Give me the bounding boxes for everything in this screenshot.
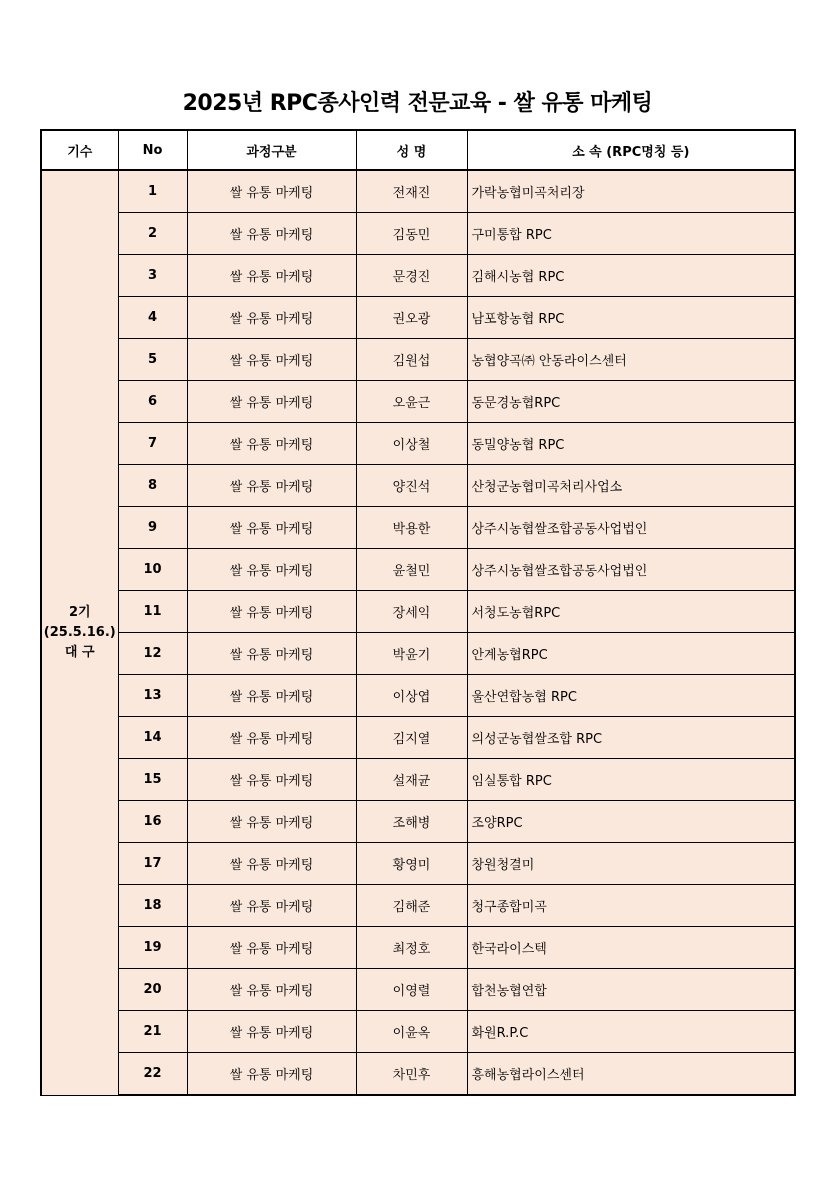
- cell-name: 문경진: [356, 255, 467, 297]
- table-row: [41, 633, 795, 675]
- cell-no: 1: [118, 170, 187, 213]
- table-row: [41, 717, 795, 759]
- cell-org: 구미통합 RPC: [467, 213, 795, 255]
- cell-name: 권오광: [356, 297, 467, 339]
- cell-name: 전재진: [356, 170, 467, 213]
- cell-no: 10: [118, 549, 187, 591]
- cell-no: 19: [118, 927, 187, 969]
- cell-course: 쌀 유통 마케팅: [187, 549, 356, 591]
- cell-course: 쌀 유통 마케팅: [187, 255, 356, 297]
- cell-no: 2: [118, 213, 187, 255]
- cell-course: 쌀 유통 마케팅: [187, 885, 356, 927]
- cell-name: 이윤옥: [356, 1011, 467, 1053]
- cell-course: 쌀 유통 마케팅: [187, 633, 356, 675]
- cell-org: 동밀양농협 RPC: [467, 423, 795, 465]
- header-name: 성 명: [356, 130, 467, 170]
- cell-course: 쌀 유통 마케팅: [187, 843, 356, 885]
- header-course: 과정구분: [187, 130, 356, 170]
- cell-name: 박용한: [356, 507, 467, 549]
- header-row: [41, 130, 795, 170]
- cell-course: 쌀 유통 마케팅: [187, 213, 356, 255]
- cell-course: 쌀 유통 마케팅: [187, 507, 356, 549]
- table-row: [41, 969, 795, 1011]
- cell-no: 15: [118, 759, 187, 801]
- cell-no: 13: [118, 675, 187, 717]
- cell-course: 쌀 유통 마케팅: [187, 1053, 356, 1096]
- table-row: [41, 255, 795, 297]
- table-row: [41, 465, 795, 507]
- header-gisu: 기수: [41, 130, 118, 170]
- cell-name: 장세익: [356, 591, 467, 633]
- table-row: [41, 297, 795, 339]
- cell-no: 20: [118, 969, 187, 1011]
- cell-course: 쌀 유통 마케팅: [187, 801, 356, 843]
- cell-no: 16: [118, 801, 187, 843]
- cell-name: 박윤기: [356, 633, 467, 675]
- cell-course: 쌀 유통 마케팅: [187, 927, 356, 969]
- cell-no: 18: [118, 885, 187, 927]
- table-body: [41, 170, 795, 1095]
- cell-name: 이영렬: [356, 969, 467, 1011]
- cell-course: 쌀 유통 마케팅: [187, 339, 356, 381]
- cell-org: 산청군농협미곡처리사업소: [467, 465, 795, 507]
- cell-org: 남포항농협 RPC: [467, 297, 795, 339]
- cell-course: 쌀 유통 마케팅: [187, 465, 356, 507]
- cell-name: 김원섭: [356, 339, 467, 381]
- cell-org: 화원R.P.C: [467, 1011, 795, 1053]
- cell-course: 쌀 유통 마케팅: [187, 969, 356, 1011]
- cell-org: 안계농협RPC: [467, 633, 795, 675]
- cohort-label: 2기: [68, 604, 91, 620]
- cell-name: 황영미: [356, 843, 467, 885]
- cell-name: 최정호: [356, 927, 467, 969]
- cell-org: 임실통합 RPC: [467, 759, 795, 801]
- cell-name: 이상철: [356, 423, 467, 465]
- cell-org: 흥해농협라이스센터: [467, 1053, 795, 1096]
- cell-name: 김해준: [356, 885, 467, 927]
- cell-org: 한국라이스텍: [467, 927, 795, 969]
- header-no: No: [118, 130, 187, 170]
- table-row: [41, 759, 795, 801]
- table-row: [41, 927, 795, 969]
- cell-org: 울산연합농협 RPC: [467, 675, 795, 717]
- cell-name: 이상엽: [356, 675, 467, 717]
- table-row: [41, 213, 795, 255]
- cell-no: 3: [118, 255, 187, 297]
- participant-table: [40, 129, 796, 1096]
- cell-course: 쌀 유통 마케팅: [187, 759, 356, 801]
- table-row: [41, 381, 795, 423]
- cell-name: 차민후: [356, 1053, 467, 1096]
- cell-org: 상주시농협쌀조합공동사업법인: [467, 549, 795, 591]
- cell-name: 조해병: [356, 801, 467, 843]
- cell-course: 쌀 유통 마케팅: [187, 591, 356, 633]
- cell-no: 17: [118, 843, 187, 885]
- cell-no: 4: [118, 297, 187, 339]
- table-row: [41, 339, 795, 381]
- cell-course: 쌀 유통 마케팅: [187, 423, 356, 465]
- cell-no: 21: [118, 1011, 187, 1053]
- table-row: [41, 843, 795, 885]
- cell-course: 쌀 유통 마케팅: [187, 381, 356, 423]
- cell-org: 의성군농협쌀조합 RPC: [467, 717, 795, 759]
- cell-org: 김해시농협 RPC: [467, 255, 795, 297]
- cell-name: 김지열: [356, 717, 467, 759]
- table-row: [41, 507, 795, 549]
- cell-course: 쌀 유통 마케팅: [187, 170, 356, 213]
- cell-no: 7: [118, 423, 187, 465]
- table-row: [41, 591, 795, 633]
- cell-name: 윤철민: [356, 549, 467, 591]
- cohort-place: 대 구: [64, 644, 95, 660]
- cell-no: 9: [118, 507, 187, 549]
- cell-course: 쌀 유통 마케팅: [187, 297, 356, 339]
- cell-org: 청구종합미곡: [467, 885, 795, 927]
- cell-no: 11: [118, 591, 187, 633]
- table-row: [41, 423, 795, 465]
- cell-no: 22: [118, 1053, 187, 1096]
- cell-org: 농협양곡㈜ 안동라이스센터: [467, 339, 795, 381]
- table-row: [41, 801, 795, 843]
- cohort-date: (25.5.16.): [43, 624, 116, 640]
- table-row: [41, 1011, 795, 1053]
- cell-no: 14: [118, 717, 187, 759]
- cell-org: 동문경농협RPC: [467, 381, 795, 423]
- cell-org: 상주시농협쌀조합공동사업법인: [467, 507, 795, 549]
- cell-org: 합천농협연합: [467, 969, 795, 1011]
- cell-name: 오윤근: [356, 381, 467, 423]
- header-org: 소 속 (RPC명칭 등): [467, 130, 795, 170]
- cell-org: 창원청결미: [467, 843, 795, 885]
- table-row: [41, 675, 795, 717]
- table-row: [41, 170, 795, 213]
- cell-no: 8: [118, 465, 187, 507]
- cell-org: 조양RPC: [467, 801, 795, 843]
- cell-course: 쌀 유통 마케팅: [187, 717, 356, 759]
- cell-name: 설재균: [356, 759, 467, 801]
- cell-no: 5: [118, 339, 187, 381]
- table-row: [41, 1053, 795, 1096]
- table-row: [41, 549, 795, 591]
- cell-course: 쌀 유통 마케팅: [187, 1011, 356, 1053]
- cell-org: 서청도농협RPC: [467, 591, 795, 633]
- cell-no: 12: [118, 633, 187, 675]
- cell-name: 김동민: [356, 213, 467, 255]
- page-title: 2025년 RPC종사인력 전문교육 - 쌀 유통 마케팅: [182, 91, 653, 116]
- table-row: [41, 885, 795, 927]
- cell-course: 쌀 유통 마케팅: [187, 675, 356, 717]
- cell-org: 가락농협미곡처리장: [467, 170, 795, 213]
- cell-name: 양진석: [356, 465, 467, 507]
- cohort-cell: [41, 170, 118, 1095]
- cell-no: 6: [118, 381, 187, 423]
